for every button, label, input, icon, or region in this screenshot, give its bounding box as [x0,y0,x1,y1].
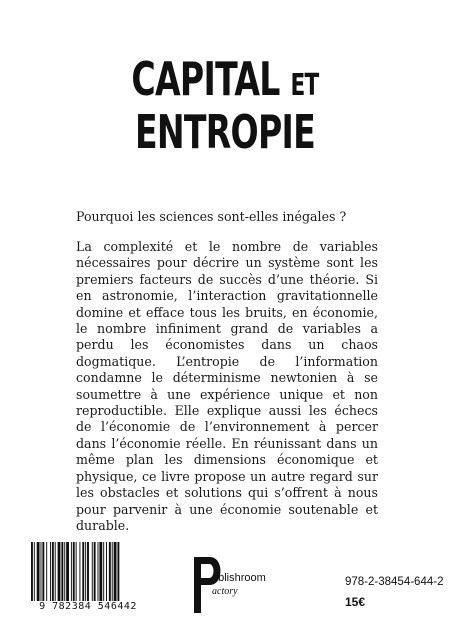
publisher-logo [190,555,300,615]
title-word-entropie: ENTROPIE [134,105,316,159]
tagline-question: Pourquoi les sciences sont-elles inégales ? [76,209,347,224]
title-line-1 [63,52,387,110]
isbn-number: 978-2-38454-644-2 [345,576,444,588]
barcode-digits: 9 782384 546442 [30,601,146,612]
title-word-et: ET [290,68,319,103]
title-word-capital: CAPITAL [131,52,280,106]
publisher-p-icon [190,555,230,615]
barcode-bars-icon [30,542,146,602]
publisher-name-line2: actory [212,586,238,597]
blurb-paragraph: La complexité et le nombre de variables nécessaires pour décrire un système sont les premiers facteurs de succès d’une théorie. Si en astronomie, l’interaction gravitationnelle domine et efface tous les bruits, en économie, le nombre infiniment grand de variables a perdu les économistes dans un chaos dogmatique. L’entropie de l’information condamne le déterminisme newtonien à se soumettre à une expérience unique et non reproductible. Elle explique aussi les échecs de l’économie de l’environnement à percer dans l’économie réelle. En réunissant dans un même plan les dimensions économique et physique, ce livre propose un autre regard sur les obstacles et solutions qui s’offrent à nous pour parvenir à une économie soutenable et durable. [76,239,378,533]
publisher-name-line1: ublishroom [212,572,266,584]
title-line-2 [63,105,387,159]
price: 15€ [345,595,366,609]
